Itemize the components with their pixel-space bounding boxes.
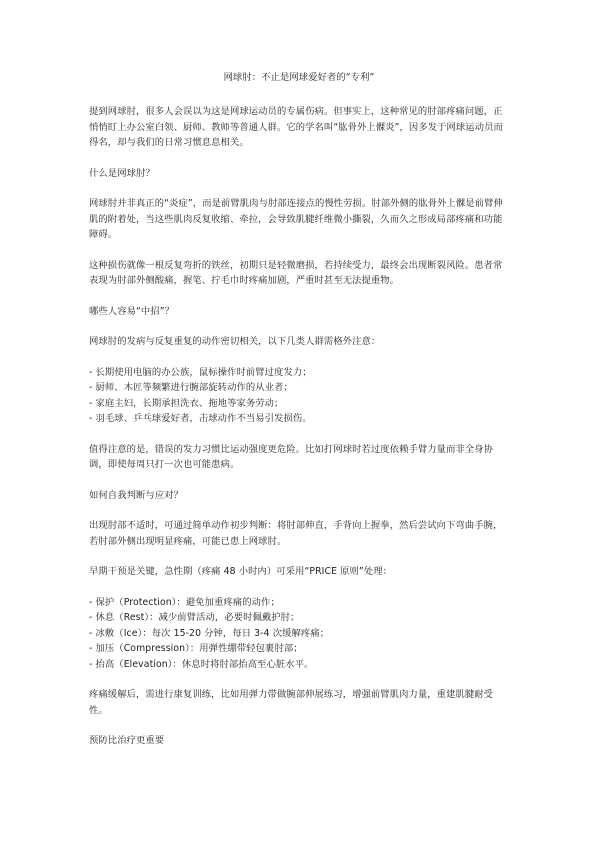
section-heading-self-check: 如何自我判断与应对？ bbox=[89, 489, 183, 501]
article-title: 网球肘：不止是网球爱好者的“专利” bbox=[223, 72, 375, 83]
list-item: - 保护（Protection）：避免加重疼痛的动作； bbox=[89, 596, 280, 608]
section-heading-what: 什么是网球肘？ bbox=[89, 167, 155, 179]
definition-paragraph: 网球肘并非真正的“炎症”，而是前臂肌肉与肘部连接点的慢性劳损。肘部外侧的肱骨外上髁是前臂伸肌的附着处，当这些肌肉反复收缩、牵拉，会导致肌腱纤维微小撕裂，久而久之形成局部疼痛和功能障碍。 bbox=[89, 198, 503, 240]
list-item: - 休息（Rest）：减少前臂活动，必要时佩戴护肘； bbox=[89, 612, 300, 623]
price-list bbox=[89, 595, 509, 673]
list-item: - 长期使用电脑的办公族，鼠标操作时前臂过度发力； bbox=[89, 366, 312, 378]
warning-paragraph: 值得注意的是，错误的发力习惯比运动强度更危险。比如打网球时若过度依赖手臂力量而非全身协调，即使每周只打一次也可能患病。 bbox=[89, 443, 494, 470]
symptoms-paragraph: 这种损伤就像一根反复弯折的铁丝，初期只是轻微磨损，若持续受力，最终会出现断裂风险。患者常表现为肘部外侧酸痛，握笔、拧毛巾时疼痛加剧，严重时甚至无法提重物。 bbox=[89, 259, 503, 286]
list-item: - 厨师、木匠等频繁进行腕部旋转动作的从业者； bbox=[89, 382, 293, 393]
risk-intro-paragraph: 网球肘的发病与反复重复的动作密切相关，以下几类人群需格外注意： bbox=[89, 336, 381, 347]
article-body bbox=[89, 70, 509, 764]
self-check-paragraph: 出现肘部不适时，可通过简单动作初步判断：将肘部伸直，手背向上握拳，然后尝试向下弯曲手腕，若肘部外侧出现明显疼痛，可能已患上网球肘。 bbox=[89, 520, 503, 547]
list-item: - 羽毛球、乒乓球爱好者，击球动作不当易引发损伤。 bbox=[89, 413, 312, 424]
intro-paragraph: 提到网球肘，很多人会误以为这是网球运动员的专属伤病。但事实上，这种常见的肘部疼痛问题，正悄悄盯上办公室白领、厨师、教师等普通人群。它的学名叫“肱骨外上髁炎”，因多发于网球运动员而得名，却与我们的日常习惯息息相关。 bbox=[89, 106, 503, 148]
section-heading-prevention: 预防比治疗更重要 bbox=[89, 735, 165, 746]
risk-group-list bbox=[89, 365, 509, 427]
list-item: - 抬高（Elevation）：休息时将肘部抬高至心脏水平。 bbox=[89, 658, 314, 670]
list-item: - 冰敷（Ice）：每次 15-20 分钟，每日 3-4 次缓解疼痛； bbox=[89, 627, 330, 639]
list-item: - 加压（Compression）：用弹性绷带轻包裹肘部； bbox=[89, 643, 303, 654]
price-intro-paragraph: 早期干预是关键，急性期（疼痛 48 小时内）可采用“PRICE 原则”处理： bbox=[89, 566, 393, 577]
section-heading-who: 哪些人容易“中招”？ bbox=[89, 305, 175, 317]
list-item: - 家庭主妇，长期承担洗衣、拖地等家务劳动； bbox=[89, 397, 284, 409]
rehab-paragraph: 疼痛缓解后，需进行康复训练，比如用弹力带做腕部伸展练习，增强前臂肌肉力量，重建肌腱耐受性。 bbox=[89, 689, 494, 716]
